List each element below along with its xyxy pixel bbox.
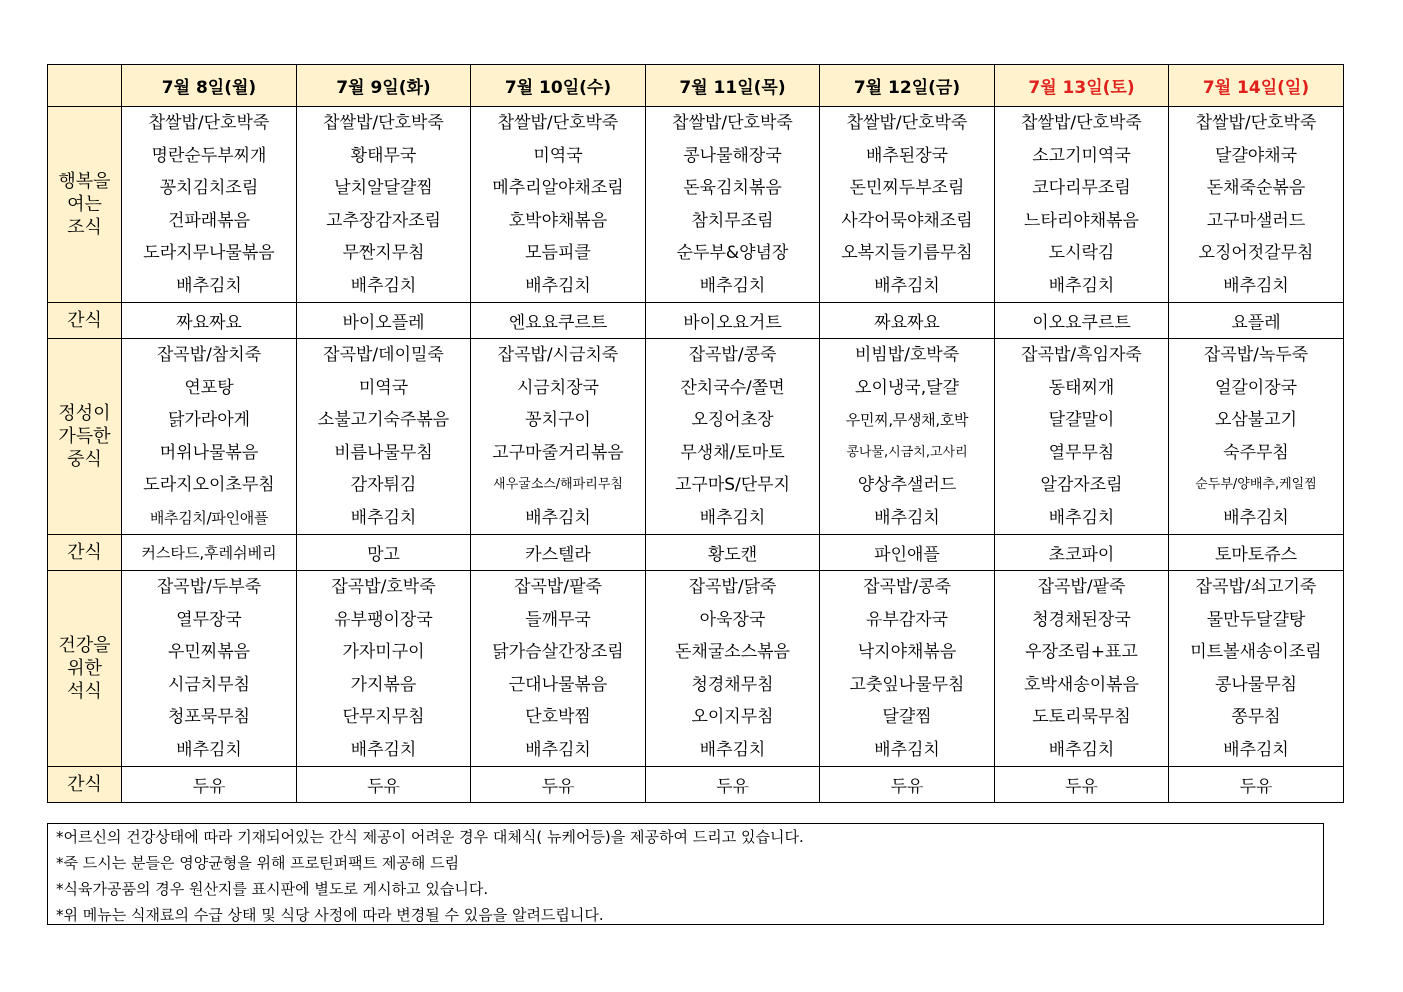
snack-item: 토마토쥬스 <box>1169 535 1344 571</box>
snack-item: 엔요요쿠르트 <box>471 303 646 339</box>
menu-item: 코다리무조림 <box>1032 178 1131 198</box>
snack-item: 초코파이 <box>995 535 1169 571</box>
breakfast-label: 행복을 여는 조식 <box>48 107 122 303</box>
menu-item: 참치무조림 <box>691 210 774 231</box>
menu-item: 순두부&양념장 <box>676 243 789 263</box>
breakfast-day-cell <box>820 107 995 303</box>
menu-item: 잡곡밥/흑임자죽 <box>1021 345 1142 365</box>
menu-item: 배추김치 <box>176 275 242 296</box>
dinner-day-cell <box>471 571 646 767</box>
menu-item: 잡곡밥/팥죽 <box>514 577 602 597</box>
menu-item: 호박야채볶음 <box>508 210 608 231</box>
notes-box <box>47 823 1324 925</box>
snack-item: 커스타드,후레쉬베리 <box>122 535 297 571</box>
menu-item: 꽁치김치조림 <box>159 178 259 198</box>
date-header-row <box>48 65 1344 107</box>
corner-cell <box>48 65 122 107</box>
menu-item: 머위나물볶음 <box>159 442 259 463</box>
snack-item: 바이오플레 <box>297 303 471 339</box>
menu-item: 달걀야채국 <box>1214 145 1298 166</box>
menu-item: 쫑무침 <box>1231 707 1281 727</box>
menu-item: 단무지무침 <box>342 707 425 727</box>
menu-item: 근대나물볶음 <box>508 674 608 695</box>
menu-item: 배추김치 <box>1048 507 1115 528</box>
menu-item: 배추김치 <box>874 275 940 296</box>
menu-item: 돈민찌두부조림 <box>849 178 965 198</box>
menu-item: 오삼불고기 <box>1214 410 1298 430</box>
menu-item: 배추김치 <box>525 275 591 296</box>
menu-item: 닭가라아게 <box>167 410 251 430</box>
note-line: *어르신의 건강상태에 따라 기재되어있는 간식 제공이 어려운 경우 대체식( 뉴케어등)을 제공하여 드리고 있습니다. <box>56 828 804 846</box>
menu-item: 가자미구이 <box>342 642 425 662</box>
menu-item: 우민찌볶음 <box>167 642 251 662</box>
menu-item: 배추김치 <box>1048 275 1115 296</box>
menu-item: 배추김치 <box>874 739 940 760</box>
lunch-label: 정성이 가득한 중식 <box>48 339 122 535</box>
menu-item: 배추된장국 <box>865 145 949 166</box>
breakfast-day-cell <box>646 107 820 303</box>
menu-item: 닭가슴살간장조림 <box>492 642 624 662</box>
menu-item: 모듬피클 <box>525 243 591 263</box>
menu-item: 돈채굴소스볶음 <box>675 642 790 662</box>
menu-item: 동태찌개 <box>1048 377 1115 398</box>
menu-item: 사각어묵야채조림 <box>841 210 973 231</box>
menu-item: 도토리묵무침 <box>1032 707 1131 727</box>
menu-item: 오이냉국,달걀 <box>855 377 959 398</box>
menu-item: 건파래볶음 <box>167 210 251 231</box>
snack-item: 짜요짜요 <box>122 303 297 339</box>
date-header-weekend: 7월 14일(일) <box>1169 65 1344 107</box>
lunch-day-cell <box>297 339 471 535</box>
snack-item: 두유 <box>471 767 646 803</box>
menu-item: 고구마S/단무지 <box>674 475 791 495</box>
menu-item: 도라지오이초무침 <box>143 475 275 495</box>
breakfast-row <box>48 107 1344 303</box>
dinner-label: 건강을 위한 석식 <box>48 571 122 767</box>
menu-item: 꽁치구이 <box>525 410 591 430</box>
menu-item: 잡곡밥/콩죽 <box>863 577 951 597</box>
menu-item: 우장조림+표고 <box>1025 642 1138 662</box>
menu-item: 배추김치 <box>874 507 940 528</box>
menu-item: 소고기미역국 <box>1032 145 1131 166</box>
menu-item: 잡곡밥/팥죽 <box>1037 577 1126 597</box>
snack-item: 두유 <box>1169 767 1344 803</box>
menu-item: 시금치장국 <box>516 377 600 398</box>
menu-item: 단호박찜 <box>525 707 591 727</box>
menu-item: 순두부/양배추,케일찜 <box>1195 477 1317 492</box>
menu-item: 시금치무침 <box>167 674 251 695</box>
dinner-day-cell <box>995 571 1169 767</box>
menu-item: 달걀말이 <box>1048 410 1115 430</box>
lunch-day-cell <box>820 339 995 535</box>
snack-item: 두유 <box>995 767 1169 803</box>
date-header: 7월 12일(금) <box>820 65 995 107</box>
menu-item: 오징어초장 <box>691 410 774 430</box>
snack-item: 짜요짜요 <box>820 303 995 339</box>
lunch-day-cell <box>995 339 1169 535</box>
menu-item: 오이지무침 <box>691 707 774 727</box>
weekly-menu-table <box>47 64 1344 803</box>
breakfast-day-cell <box>1169 107 1344 303</box>
menu-item: 새우굴소스/해파리무침 <box>493 477 623 492</box>
menu-item: 잡곡밥/녹두죽 <box>1203 345 1309 365</box>
menu-item: 고춧잎나물무침 <box>849 674 965 695</box>
menu-item: 콩나물,시금치,고사리 <box>846 444 968 460</box>
menu-item: 배추김치 <box>699 275 766 296</box>
menu-item: 배추김치 <box>350 507 417 528</box>
menu-item: 미역국 <box>533 145 583 166</box>
snack-label: 간식 <box>48 535 122 571</box>
note-line: *식육가공품의 경우 원산지를 표시판에 별도로 게시하고 있습니다. <box>56 880 489 898</box>
menu-item: 호박새송이볶음 <box>1024 674 1139 695</box>
snack-item: 황도캔 <box>646 535 820 571</box>
menu-item: 잔치국수/쫄면 <box>680 377 785 398</box>
menu-item: 찹쌀밥/단호박죽 <box>497 113 619 133</box>
menu-item: 들깨무국 <box>525 609 591 630</box>
menu-item: 잡곡밥/두부죽 <box>156 577 262 597</box>
snack-label: 간식 <box>48 767 122 803</box>
date-header: 7월 8일(월) <box>122 65 297 107</box>
menu-item: 고구마줄거리볶음 <box>492 442 624 463</box>
breakfast-day-cell <box>122 107 297 303</box>
menu-item: 콩나물해장국 <box>683 145 782 166</box>
menu-item: 배추김치 <box>350 275 417 296</box>
menu-item: 배추김치 <box>1223 275 1289 296</box>
menu-item: 황태무국 <box>350 145 417 166</box>
menu-item: 고추장감자조림 <box>326 210 441 231</box>
menu-item: 낙지야채볶음 <box>857 642 957 662</box>
snack-item: 카스텔라 <box>471 535 646 571</box>
menu-item: 찹쌀밥/단호박죽 <box>846 113 968 133</box>
dinner-day-cell <box>646 571 820 767</box>
breakfast-day-cell <box>471 107 646 303</box>
menu-item: 청경채무침 <box>691 674 774 695</box>
menu-item: 물만두달걀탕 <box>1206 609 1306 630</box>
menu-item: 알감자조림 <box>1040 475 1123 495</box>
menu-item: 잡곡밥/닭죽 <box>688 577 777 597</box>
menu-item: 도시락김 <box>1048 243 1115 263</box>
menu-item: 열무무침 <box>1048 442 1115 463</box>
menu-item: 잡곡밥/쇠고기죽 <box>1195 577 1317 597</box>
menu-item: 명란순두부찌개 <box>151 145 267 166</box>
menu-item: 감자튀김 <box>350 475 417 495</box>
snack-item: 두유 <box>820 767 995 803</box>
lunch-day-cell <box>1169 339 1344 535</box>
menu-item: 날치알달걀찜 <box>334 178 433 198</box>
menu-item: 숙주무침 <box>1223 442 1289 463</box>
snack-label: 간식 <box>48 303 122 339</box>
menu-item: 잡곡밥/콩죽 <box>688 345 777 365</box>
menu-item: 찹쌀밥/단호박죽 <box>148 113 270 133</box>
snack-item: 두유 <box>122 767 297 803</box>
snack-row <box>48 535 1344 571</box>
menu-item: 배추김치 <box>350 739 417 760</box>
menu-item: 열무장국 <box>176 609 242 630</box>
menu-item: 고구마샐러드 <box>1206 210 1306 231</box>
snack-item: 이오요쿠르트 <box>995 303 1169 339</box>
menu-item: 도라지무나물볶음 <box>143 243 275 263</box>
menu-item: 가지볶음 <box>350 674 417 695</box>
menu-item: 무짠지무침 <box>342 243 425 263</box>
menu-item: 유부감자국 <box>865 609 949 630</box>
lunch-day-cell <box>122 339 297 535</box>
dinner-day-cell <box>297 571 471 767</box>
lunch-day-cell <box>646 339 820 535</box>
menu-item: 청경채된장국 <box>1032 609 1131 630</box>
snack-item: 두유 <box>297 767 471 803</box>
menu-item: 찹쌀밥/단호박죽 <box>1195 113 1317 133</box>
snack-item: 바이오요거트 <box>646 303 820 339</box>
menu-item: 미트볼새송이조림 <box>1190 642 1322 662</box>
menu-item: 돈채죽순볶음 <box>1206 178 1306 198</box>
snack-row <box>48 303 1344 339</box>
menu-item: 청포묵무침 <box>167 707 251 727</box>
dinner-day-cell <box>1169 571 1344 767</box>
menu-item: 배추김치 <box>699 507 766 528</box>
menu-item: 잡곡밥/시금치죽 <box>497 345 619 365</box>
snack-item: 요플레 <box>1169 303 1344 339</box>
menu-item: 비름나물무침 <box>334 442 433 463</box>
menu-item: 느타리야채볶음 <box>1024 210 1139 231</box>
menu-item: 배추김치 <box>1223 507 1289 528</box>
menu-item: 배추김치 <box>525 507 591 528</box>
menu-item: 얼갈이장국 <box>1214 377 1298 398</box>
menu-item: 배추김치 <box>1223 739 1289 760</box>
snack-row <box>48 767 1344 803</box>
menu-item: 오복지들기름무침 <box>841 243 973 263</box>
snack-item: 두유 <box>646 767 820 803</box>
menu-item: 찹쌀밥/단호박죽 <box>323 113 444 133</box>
menu-item: 찹쌀밥/단호박죽 <box>672 113 793 133</box>
breakfast-day-cell <box>995 107 1169 303</box>
menu-item: 콩나물무침 <box>1214 674 1298 695</box>
date-header-weekend: 7월 13일(토) <box>995 65 1169 107</box>
menu-item: 잡곡밥/참치죽 <box>156 345 262 365</box>
date-header: 7월 11일(목) <box>646 65 820 107</box>
lunch-day-cell <box>471 339 646 535</box>
menu-item: 메추리알야채조림 <box>492 178 624 198</box>
menu-item: 배추김치 <box>1048 739 1115 760</box>
menu-item: 잡곡밥/데이밀죽 <box>323 345 444 365</box>
menu-item: 달걀찜 <box>882 707 932 727</box>
menu-item: 양상추샐러드 <box>857 475 957 495</box>
date-header: 7월 9일(화) <box>297 65 471 107</box>
menu-item: 무생채/토마토 <box>680 442 785 463</box>
dinner-row <box>48 571 1344 767</box>
date-header: 7월 10일(수) <box>471 65 646 107</box>
menu-item: 우민찌,무생채,호박 <box>845 411 969 429</box>
menu-item: 유부팽이장국 <box>334 609 433 630</box>
breakfast-day-cell <box>297 107 471 303</box>
menu-item: 오징어젓갈무침 <box>1198 243 1314 263</box>
lunch-row <box>48 339 1344 535</box>
menu-item: 배추김치 <box>699 739 766 760</box>
menu-item: 찹쌀밥/단호박죽 <box>1021 113 1142 133</box>
note-line: *위 메뉴는 식재료의 수급 상태 및 식당 사정에 따라 변경될 수 있음을 알려드립니다. <box>56 906 604 924</box>
snack-item: 파인애플 <box>820 535 995 571</box>
menu-item: 돈육김치볶음 <box>683 178 782 198</box>
menu-item: 배추김치 <box>525 739 591 760</box>
dinner-day-cell <box>122 571 297 767</box>
menu-item: 소불고기숙주볶음 <box>317 410 450 430</box>
menu-item: 아욱장국 <box>699 609 766 630</box>
menu-item: 미역국 <box>358 377 409 398</box>
menu-item: 배추김치 <box>176 739 242 760</box>
menu-item: 잡곡밥/호박죽 <box>331 577 436 597</box>
menu-item: 비빔밥/호박죽 <box>854 345 960 365</box>
snack-item: 망고 <box>297 535 471 571</box>
menu-item: 연포탕 <box>184 377 234 398</box>
menu-item: 배추김치/파인애플 <box>149 508 269 527</box>
note-line: *죽 드시는 분들은 영양균형을 위해 프로틴퍼팩트 제공해 드림 <box>56 854 460 872</box>
dinner-day-cell <box>820 571 995 767</box>
